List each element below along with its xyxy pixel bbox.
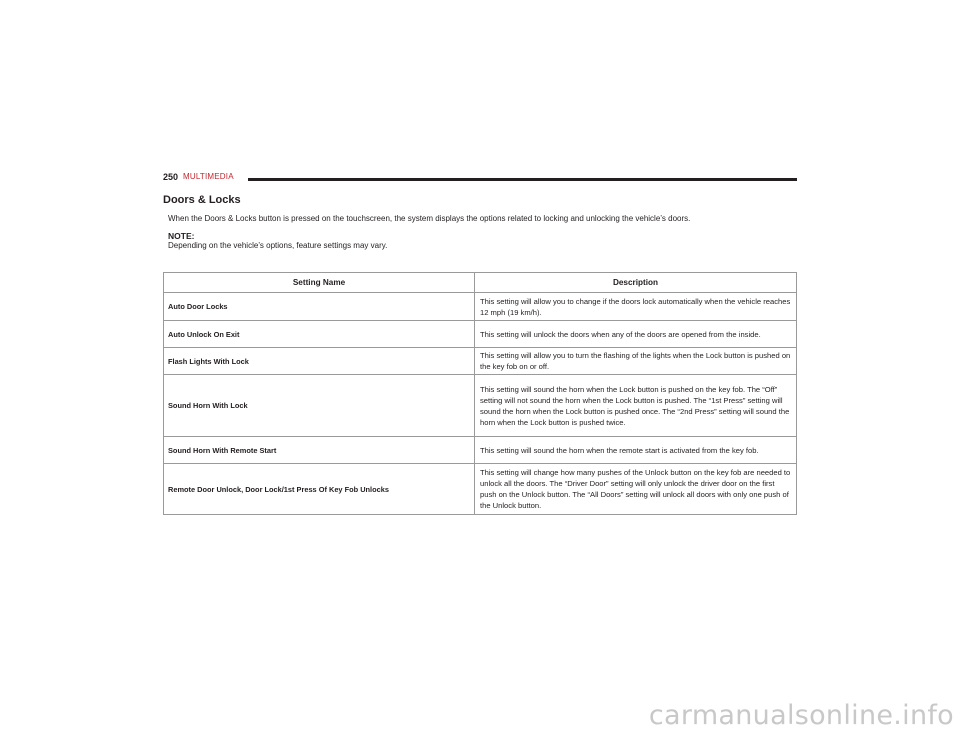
setting-name: Remote Door Unlock, Door Lock/1st Press Of Key Fob Unlocks — [164, 464, 475, 515]
setting-name: Sound Horn With Lock — [164, 375, 475, 437]
page-number: 250 — [163, 172, 179, 182]
setting-name: Auto Unlock On Exit — [164, 321, 475, 348]
section-heading: Doors & Locks — [163, 194, 241, 206]
intro-paragraph: When the Doors & Locks button is pressed on the touchscreen, the system displays the options related to locking and unlocking the vehicle’s doors. — [168, 214, 691, 223]
setting-description: This setting will sound the horn when the remote start is activated from the key fob. — [475, 437, 797, 464]
table-row — [164, 321, 797, 348]
column-header-description: Description — [475, 273, 797, 293]
site-watermark: carmanualsonline.info — [648, 700, 954, 731]
setting-name: Flash Lights With Lock — [164, 348, 475, 375]
setting-name: Auto Door Locks — [164, 293, 475, 321]
setting-description: This setting will change how many pushes of the Unlock button on the key fob are needed to unlock all the doors. The “Driver Door” setting will only unlock the driver door on the first push on the Unlock button. The “All Doors” setting will unlock all doors with only one push of the Unlock button. — [475, 464, 797, 515]
column-header-setting-name: Setting Name — [164, 273, 475, 293]
section-title: MULTIMEDIA — [183, 172, 234, 181]
setting-description: This setting will sound the horn when the Lock button is pushed on the key fob. The “Off” setting will not sound the horn when the Lock button is pushed. The “1st Press” setting will sound the horn when the Lock button is pushed once. The “2nd Press” setting will sound the horn when the Lock button is pushed twice. — [475, 375, 797, 437]
setting-name: Sound Horn With Remote Start — [164, 437, 475, 464]
setting-description: This setting will allow you to turn the flashing of the lights when the Lock button is pushed on the key fob on or off. — [475, 348, 797, 375]
setting-description: This setting will unlock the doors when any of the doors are opened from the inside. — [475, 321, 797, 348]
note-text: Depending on the vehicle’s options, feature settings may vary. — [168, 241, 388, 250]
setting-description: This setting will allow you to change if the doors lock automatically when the vehicle reaches 12 mph (19 km/h). — [475, 293, 797, 321]
header-rule — [248, 178, 797, 181]
table-header-row — [164, 273, 797, 293]
table-row — [164, 348, 797, 375]
page-header — [163, 172, 797, 184]
table-row — [164, 464, 797, 515]
body-text — [168, 214, 798, 251]
table-row — [164, 293, 797, 321]
table-row — [164, 437, 797, 464]
table-row — [164, 375, 797, 437]
note-label: NOTE: — [168, 231, 195, 241]
settings-table — [163, 272, 797, 515]
